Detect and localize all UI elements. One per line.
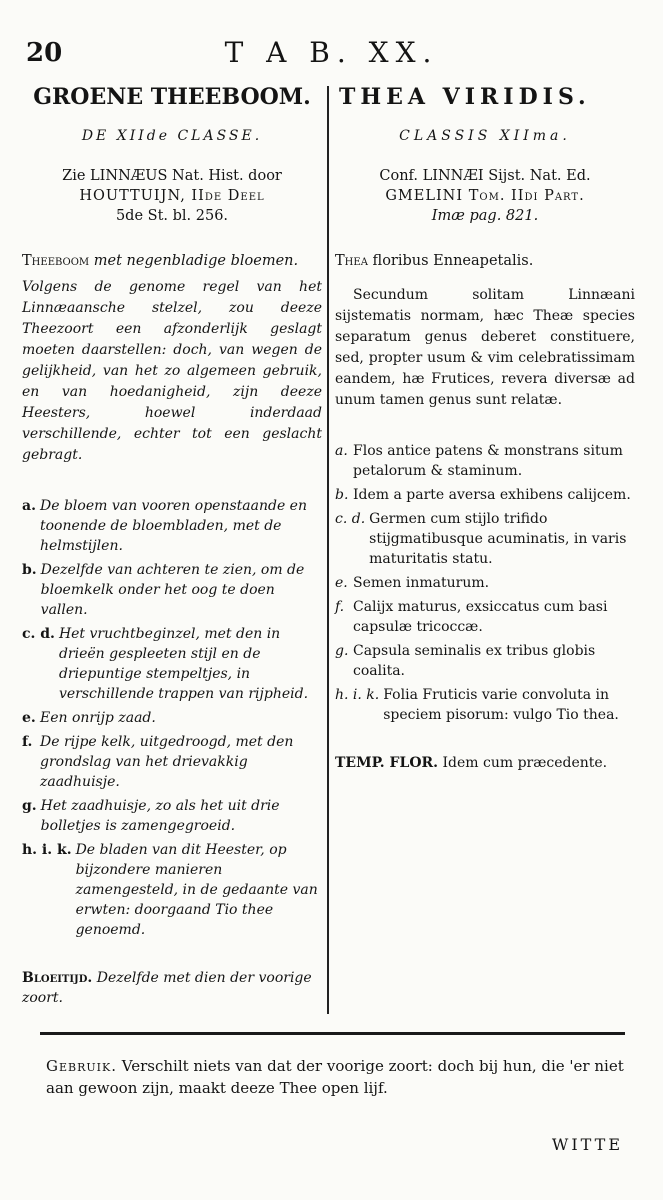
- item-text: Dezelfde van achteren te zien, om de bloemkelk onder het oog te doen vallen.: [40, 562, 305, 618]
- dutch-description: Volgens de genome regel van het Linnæaansche stelzel, zou deeze Theezoort een afzonderlijk geslagt moeten daarstellen: doch, van wegen de gelijkheid, van het zo algemeen gebruik, en van hoedanigheid, zijn deeze Heesters, hoewel inderdaad verschillende, echter tot een geslacht gebragt.: [22, 279, 322, 463]
- list-item: [335, 485, 635, 505]
- item-text: Een onrijp zaad.: [40, 710, 156, 726]
- page-header: [26, 36, 637, 72]
- item-label: g.: [22, 798, 37, 814]
- item-text: Flos antice patens & monstrans situm petalorum & staminum.: [353, 443, 623, 479]
- latin-flowering-time: [335, 753, 635, 773]
- dutch-reference-line: Zie LINNÆUS Nat. Hist. door: [62, 168, 282, 184]
- item-label: h. i. k.: [335, 687, 380, 703]
- column-divider: [327, 86, 329, 1014]
- item-label: e.: [335, 575, 348, 591]
- list-item: [335, 441, 635, 481]
- item-text: De bloem van vooren openstaande en toonende de bloembladen, met de helmstijlen.: [40, 498, 307, 554]
- dutch-reference-line: 5de St. bl. 256.: [115, 208, 229, 224]
- list-item: [22, 560, 322, 620]
- latin-classis: CLASSIS XIIma.: [399, 128, 571, 144]
- dutch-classis: DE XIIde CLASSE.: [81, 128, 263, 144]
- dutch-species-genus: Theeboom: [22, 253, 90, 269]
- latin-column: [335, 82, 635, 773]
- item-label: b.: [22, 562, 37, 578]
- plate-label: T A B. XX.: [224, 36, 439, 69]
- list-item: [22, 732, 322, 792]
- list-item: [22, 496, 322, 556]
- latin-title: THEA VIRIDIS.: [339, 84, 591, 110]
- item-text: De rijpe kelk, uitgedroogd, met den grondslag van het drievakkig zaadhuisje.: [40, 734, 294, 790]
- item-label: e.: [22, 710, 36, 726]
- dutch-reference-line: HOUTTUIJN, IIde Deel: [79, 188, 265, 204]
- flowering-label: TEMP. FLOR.: [335, 755, 439, 771]
- item-text: Capsula seminalis ex tribus globis coalita.: [353, 643, 596, 679]
- latin-reference-line: GMELINI Tom. IIdi Part.: [385, 188, 585, 204]
- item-text: De bladen van dit Heester, op bijzondere manieren zamengesteld, in de gedaante van erwten: doorgaand Tio thee genoemd.: [75, 842, 318, 938]
- list-item: [335, 641, 635, 681]
- list-item: [335, 509, 635, 569]
- dutch-reference: [22, 166, 322, 226]
- item-label: a.: [22, 498, 36, 514]
- flowering-label: Bloeitijd.: [22, 970, 93, 986]
- latin-species-genus: Thea: [335, 253, 368, 269]
- item-text: Folia Fruticis varie convoluta in speciem pisorum: vulgo Tio thea.: [383, 687, 619, 723]
- item-label: f.: [335, 599, 345, 615]
- list-item: [335, 597, 635, 637]
- latin-reference-line: Conf. LINNÆI Sijst. Nat. Ed.: [379, 168, 591, 184]
- horizontal-rule: [40, 1032, 625, 1035]
- flowering-text: Idem cum præcedente.: [442, 755, 608, 771]
- dutch-title: GROENE THEEBOOM.: [33, 84, 311, 110]
- item-label: h. i. k.: [22, 842, 72, 858]
- item-label: a.: [335, 443, 348, 459]
- item-label: c. d.: [335, 511, 366, 527]
- usage-paragraph: [46, 1055, 626, 1099]
- dutch-species-epithet: met negenbladige bloemen.: [93, 253, 299, 269]
- list-item: [22, 796, 322, 836]
- list-item: [335, 685, 635, 725]
- usage-text: Verschilt niets van dat der voorige zoort: doch bij hun, die 'er niet aan gewoon zijn, maakt deeze Thee open lijf.: [46, 1057, 624, 1097]
- item-label: g.: [335, 643, 349, 659]
- dutch-flowering-time: [22, 968, 322, 1008]
- page-number: 20: [26, 38, 63, 68]
- item-label: b.: [335, 487, 349, 503]
- item-text: Het vruchtbeginzel, met den in drieën gespleeten stijl en de driepuntige stempeltjes, in verschillende trappen van rijpheid.: [58, 626, 309, 702]
- latin-figure-list: [335, 441, 635, 725]
- item-text: Germen cum stijlo trifido stijgmatibusque acuminatis, in varis maturitatis statu.: [369, 511, 627, 567]
- latin-reference-line: Imæ pag. 821.: [431, 208, 539, 224]
- item-label: f.: [22, 734, 33, 750]
- item-text: Idem a parte aversa exhibens calijcem.: [353, 487, 631, 503]
- usage-label: Gebruik.: [46, 1057, 117, 1075]
- list-item: [22, 708, 322, 728]
- item-label: c. d.: [22, 626, 55, 642]
- list-item: [335, 573, 635, 593]
- dutch-species-name: [22, 252, 322, 271]
- latin-species-name: [335, 252, 635, 271]
- item-text: Het zaadhuisje, zo als het uit drie bolletjes is zamengegroeid.: [40, 798, 280, 834]
- latin-species-epithet: floribus Enneapetalis.: [372, 253, 534, 269]
- list-item: [22, 624, 322, 704]
- latin-description: Secundum solitam Linnæani sijstematis normam, hæc Theæ species separatum genus deberet constituere, sed, propter usum & vim celebratissimam eandem, hæ Frutices, revera diversæ ad unum tamen genus sunt relatæ.: [335, 287, 635, 408]
- item-text: Semen inmaturum.: [353, 575, 490, 591]
- item-text: Calijx maturus, exsiccatus cum basi capsulæ tricoccæ.: [353, 599, 608, 635]
- dutch-column: [22, 82, 322, 1008]
- list-item: [22, 840, 322, 940]
- latin-reference: [335, 166, 635, 226]
- catchword: WITTE: [551, 1135, 623, 1154]
- flowering-text: Dezelfde met dien der voorige zoort.: [22, 970, 312, 1006]
- dutch-figure-list: [22, 496, 322, 940]
